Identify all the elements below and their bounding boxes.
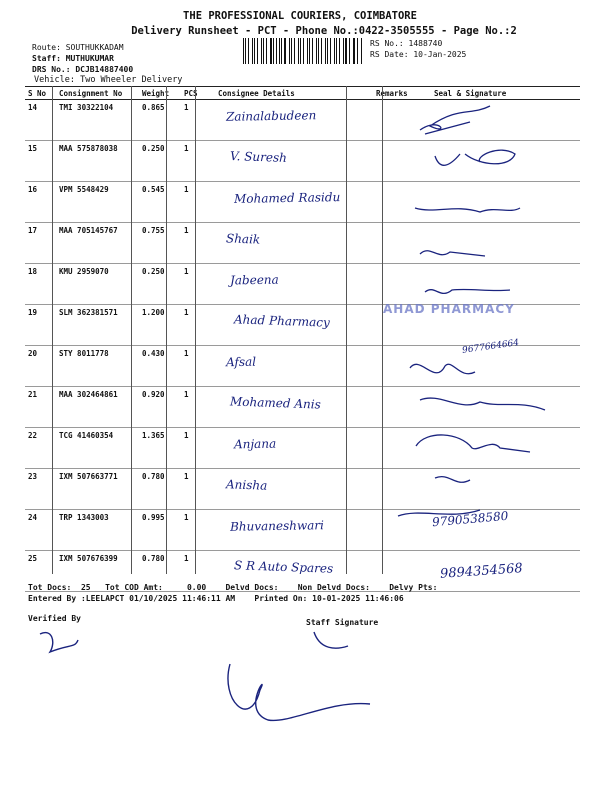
barcode-bar: [257, 38, 258, 64]
barcode-bar: [261, 38, 262, 64]
row-weight: 0.545: [139, 182, 181, 223]
barcode-bar: [303, 38, 305, 64]
column-divider: [131, 86, 132, 574]
consignee-handwriting: S R Auto Spares: [233, 558, 334, 576]
row-consignee: [215, 264, 373, 305]
row-consignment-no: KMU 2959070: [56, 264, 139, 305]
signature-14: [420, 106, 490, 134]
col-consignee: Consignee Details: [215, 87, 373, 100]
barcode-bar: [316, 38, 317, 64]
signature-phone-25: 9894354568: [439, 561, 524, 582]
barcode-bar: [281, 38, 282, 64]
route-line: [32, 42, 124, 53]
drs-label: DRS No.:: [32, 65, 71, 74]
col-consignment: Consignment No: [56, 87, 139, 100]
col-signature: Seal & Signature: [431, 87, 580, 100]
row-weight: 0.250: [139, 141, 181, 182]
barcode-bar: [334, 38, 335, 64]
runsheet-subtitle: Delivery Runsheet - PCT - Phone No.:0422-3505555 - Page No.:2: [131, 25, 517, 37]
signature-15: [435, 150, 515, 165]
consignee-handwriting: Mohamed Rasidu: [233, 190, 341, 206]
verified-by-label: Verified By: [28, 614, 81, 623]
consignee-handwriting: Anisha: [225, 477, 268, 493]
rs-date-label: RS Date:: [370, 50, 409, 59]
row-pcs: 1: [181, 469, 215, 510]
consignee-handwriting: Ahad Pharmacy: [233, 312, 330, 330]
staff-line: [32, 53, 114, 64]
barcode-bar: [354, 38, 355, 64]
barcode-bar: [321, 38, 322, 64]
signature-21: [420, 398, 545, 410]
barcode-bar: [345, 38, 347, 64]
totals-block: [28, 582, 437, 604]
row-consignment-no: IXM 507676399: [56, 551, 139, 592]
row-consignee: [215, 223, 373, 264]
barcode-bar: [273, 38, 274, 64]
row-consignee: [215, 305, 373, 346]
row-consignment-no: TMI 30322104: [56, 100, 139, 141]
row-weight: 1.200: [139, 305, 181, 346]
row-consignee: [215, 469, 373, 510]
row-consignment-no: SLM 362381571: [56, 305, 139, 346]
row-pcs: 1: [181, 100, 215, 141]
row-consignee: [215, 346, 373, 387]
row-consignment-no: MAA 575878038: [56, 141, 139, 182]
barcode-bar: [298, 38, 299, 64]
row-sno: 15: [25, 141, 56, 182]
barcode-bar: [263, 38, 264, 64]
barcode-bar: [336, 38, 337, 64]
row-consignment-no: STY 8011778: [56, 346, 139, 387]
barcode-bar: [343, 38, 344, 64]
row-consignment-no: TRP 1343003: [56, 510, 139, 551]
rs-no-label: RS No.:: [370, 39, 404, 48]
rs-date-value: 10-Jan-2025: [413, 50, 467, 59]
route-value: SOUTHUKKADAM: [65, 43, 124, 52]
staff-signature-mark: [314, 632, 348, 648]
row-weight: 0.780: [139, 551, 181, 592]
col-remarks: Remarks: [373, 87, 431, 100]
signature-23: [435, 477, 470, 483]
barcode-bar: [361, 38, 362, 64]
barcode-bar: [276, 38, 277, 64]
rs-info: [370, 38, 466, 60]
row-sno: 19: [25, 305, 56, 346]
row-consignee: [215, 141, 373, 182]
row-consignee: [215, 428, 373, 469]
consignee-handwriting: Shaik: [225, 231, 261, 247]
barcode-bar: [339, 38, 340, 64]
signature-20: [410, 364, 475, 374]
col-sno: S No: [25, 87, 56, 100]
barcode-bar: [309, 38, 310, 64]
barcode-bar: [279, 38, 280, 64]
row-sno: 14: [25, 100, 56, 141]
company-title: THE PROFESSIONAL COURIERS, COIMBATORE: [183, 10, 417, 22]
signature-24: [398, 510, 480, 516]
barcode-bar: [349, 38, 350, 64]
footer-signatures: [30, 620, 490, 770]
row-sno: 22: [25, 428, 56, 469]
row-pcs: 1: [181, 305, 215, 346]
column-divider: [166, 86, 167, 574]
row-weight: 0.250: [139, 264, 181, 305]
consignee-handwriting: V. Suresh: [229, 149, 288, 165]
row-weight: 0.430: [139, 346, 181, 387]
barcode-bar: [318, 38, 319, 64]
row-pcs: 1: [181, 428, 215, 469]
barcode-bar: [245, 38, 246, 64]
row-consignee: [215, 387, 373, 428]
barcode-bar: [254, 38, 255, 64]
barcode-bar: [294, 38, 295, 64]
row-consignment-no: TCG 41460354: [56, 428, 139, 469]
signature-scribbles: [380, 96, 590, 576]
signature-18: [425, 289, 510, 293]
rs-no-value: 1488740: [408, 39, 443, 48]
row-sno: 24: [25, 510, 56, 551]
vehicle-label: Vehicle:: [34, 75, 75, 85]
barcode-bar: [291, 38, 292, 64]
vehicle-value: Two Wheeler Delivery: [80, 75, 183, 85]
row-sno: 16: [25, 182, 56, 223]
row-pcs: 1: [181, 510, 215, 551]
row-weight: 0.780: [139, 469, 181, 510]
barcode-bar: [325, 38, 327, 64]
row-sno: 25: [25, 551, 56, 592]
signature-phone-20: 9677664664: [461, 338, 520, 356]
drs-line: [32, 64, 133, 75]
barcode-bar: [284, 38, 286, 64]
barcode-bar: [289, 38, 290, 64]
totals-line-2: Entered By :LEELAPCT 01/10/2025 11:46:11 AM Printed On: 10-01-2025 11:46:06: [28, 594, 404, 603]
drs-value: DCJB14887400: [75, 65, 134, 74]
row-sno: 21: [25, 387, 56, 428]
vehicle-line: [34, 75, 182, 85]
large-signature: [228, 664, 370, 720]
row-weight: 0.755: [139, 223, 181, 264]
staff-signature-label: Staff Signature: [306, 618, 379, 627]
row-weight: 0.995: [139, 510, 181, 551]
barcode-bar: [248, 38, 249, 64]
row-pcs: 1: [181, 182, 215, 223]
barcode-bar: [330, 38, 331, 64]
row-pcs: 1: [181, 551, 215, 592]
row-pcs: 1: [181, 141, 215, 182]
consignee-handwriting: Jabeena: [229, 272, 279, 288]
row-pcs: 1: [181, 387, 215, 428]
row-sno: 18: [25, 264, 56, 305]
signature-17: [420, 251, 485, 256]
row-sno: 17: [25, 223, 56, 264]
consignee-handwriting: Afsal: [225, 354, 257, 370]
staff-value: MUTHUKUMAR: [65, 54, 114, 63]
pharmacy-stamp: AHAD PHARMACY: [383, 302, 515, 316]
row-pcs: 1: [181, 264, 215, 305]
column-divider: [195, 86, 196, 574]
barcode: [243, 38, 363, 64]
signature-phone-24: 9790538580: [431, 508, 509, 530]
barcode-bar: [266, 38, 267, 64]
row-consignee: [215, 100, 373, 141]
row-consignment-no: MAA 705145767: [56, 223, 139, 264]
barcode-bar: [357, 38, 358, 64]
row-sno: 20: [25, 346, 56, 387]
consignee-handwriting: Bhuvaneshwari: [229, 518, 325, 534]
consignee-handwriting: Mohamed Anis: [229, 394, 321, 412]
totals-line-1: Tot Docs: 25 Tot COD Amt: 0.00 Delvd Docs: Non Delvd Docs: Delvy Pts:: [28, 583, 438, 592]
barcode-bar: [307, 38, 308, 64]
signature-16: [415, 208, 520, 212]
row-pcs: 1: [181, 346, 215, 387]
consignee-handwriting: Anjana: [233, 436, 277, 452]
signature-22: [416, 435, 530, 452]
row-consignee: [215, 510, 373, 551]
barcode-bar: [353, 38, 354, 64]
consignee-handwriting: Zainalabudeen: [225, 108, 317, 124]
row-sno: 23: [25, 469, 56, 510]
barcode-bar: [243, 38, 244, 64]
row-consignment-no: MAA 302464861: [56, 387, 139, 428]
column-divider: [346, 86, 347, 574]
row-consignment-no: VPM 5548429: [56, 182, 139, 223]
row-consignment-no: IXM 507663771: [56, 469, 139, 510]
staff-label: Staff:: [32, 54, 61, 63]
col-pcs: PCS: [181, 87, 215, 100]
barcode-bar: [252, 38, 254, 64]
row-pcs: 1: [181, 223, 215, 264]
row-weight: 1.365: [139, 428, 181, 469]
row-consignee: [215, 182, 373, 223]
row-weight: 0.920: [139, 387, 181, 428]
barcode-bar: [327, 38, 328, 64]
route-label: Route:: [32, 43, 61, 52]
row-weight: 0.865: [139, 100, 181, 141]
verified-by-signature: [40, 633, 78, 652]
barcode-bar: [300, 38, 301, 64]
barcode-bar: [270, 38, 272, 64]
col-weight: Weight: [139, 87, 181, 100]
barcode-bar: [312, 38, 313, 64]
column-divider: [52, 86, 53, 574]
